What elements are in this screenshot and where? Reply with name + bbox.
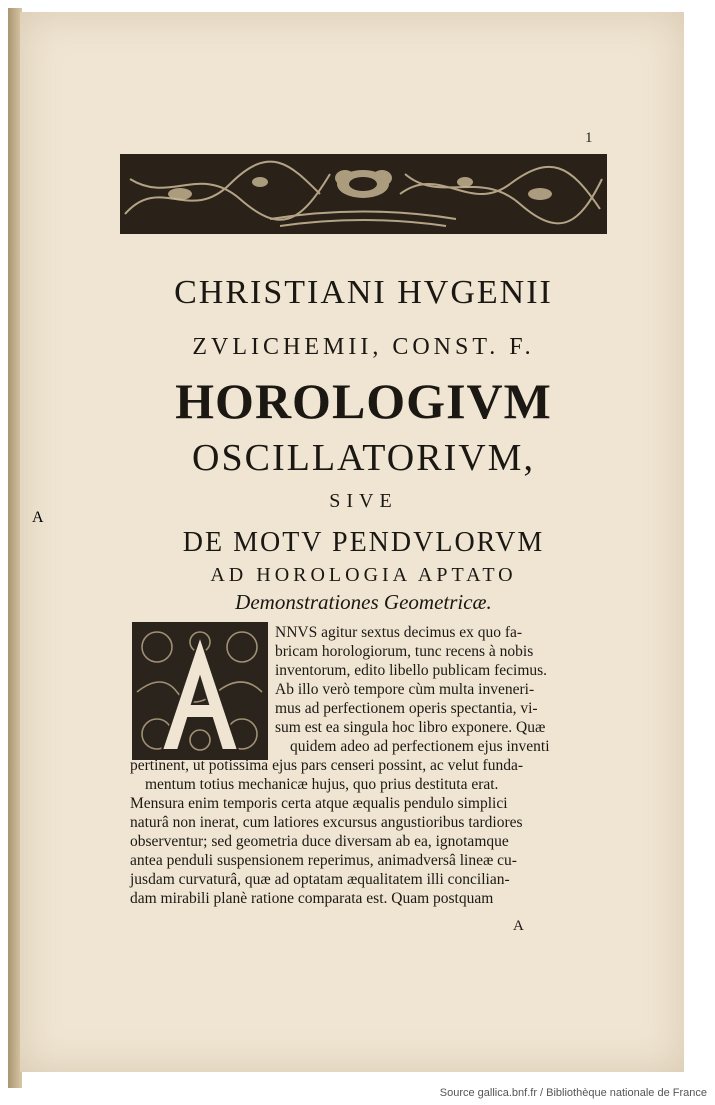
dropcap-a-icon xyxy=(32,509,268,760)
subtitle-3: Demonstrationes Geometricæ. xyxy=(235,590,492,614)
author-name: CHRISTIANI HVGENII xyxy=(174,274,553,311)
body-line: bricam horologiorum, tunc recens à nobis xyxy=(275,643,534,660)
source-note: Source gallica.bnf.fr / Bibliothèque nationale de France xyxy=(439,1087,707,1099)
body-line: antea penduli suspensionem reperimus, animadversâ lineæ cu- xyxy=(130,852,517,869)
body-line: naturâ non inerat, cum latiores excursus angustioribus tardiores xyxy=(130,814,523,831)
work-title: HOROLOGIVM xyxy=(175,373,552,429)
catchword: A xyxy=(513,918,524,934)
body-line: sum est ea singula hoc libro exponere. Quæ xyxy=(275,719,546,736)
body-line: NNVS agitur sextus decimus ex quo fa- xyxy=(275,624,523,641)
body-line: Ab illo verò tempore cùm multa inveneri- xyxy=(275,681,535,698)
body-line: pertinent, ut potissima ejus pars censeri possint, ac velut funda- xyxy=(130,757,524,774)
body-line: mus ad perfectionem operis spectantia, vi- xyxy=(275,700,538,717)
subtitle: DE MOTV PENDVLORVM xyxy=(182,527,545,558)
body-line: dam mirabili planè ratione comparata est. Quam postquam xyxy=(130,890,494,907)
body-line: quidem adeo ad perfectionem ejus inventi xyxy=(290,738,550,755)
book-page xyxy=(20,12,684,1072)
woodcut-headpiece-icon xyxy=(120,154,607,234)
body-line: observentur; sed geometria duce diversam ab ea, ignotamque xyxy=(130,833,509,850)
body-line: mentum totius mechanicæ hujus, quo prius destituta erat. xyxy=(145,776,499,793)
body-line: Mensura enim temporis certa atque æqualis pendulo simplici xyxy=(130,795,508,812)
title-connector: SIVE xyxy=(329,490,398,512)
dropcap-letter: A xyxy=(32,509,44,526)
body-line: inventorum, edito libello publicam fecimus. xyxy=(275,662,548,679)
body-line: jusdam curvaturâ, quæ ad optatam æqualitatem illi concilian- xyxy=(130,871,510,888)
work-title-2: OSCILLATORIVM, xyxy=(192,437,535,479)
author-origin: ZVLICHEMII, CONST. F. xyxy=(192,334,535,360)
page-number: 1 xyxy=(585,130,593,146)
subtitle-2: AD HOROLOGIA APTATO xyxy=(210,564,517,586)
